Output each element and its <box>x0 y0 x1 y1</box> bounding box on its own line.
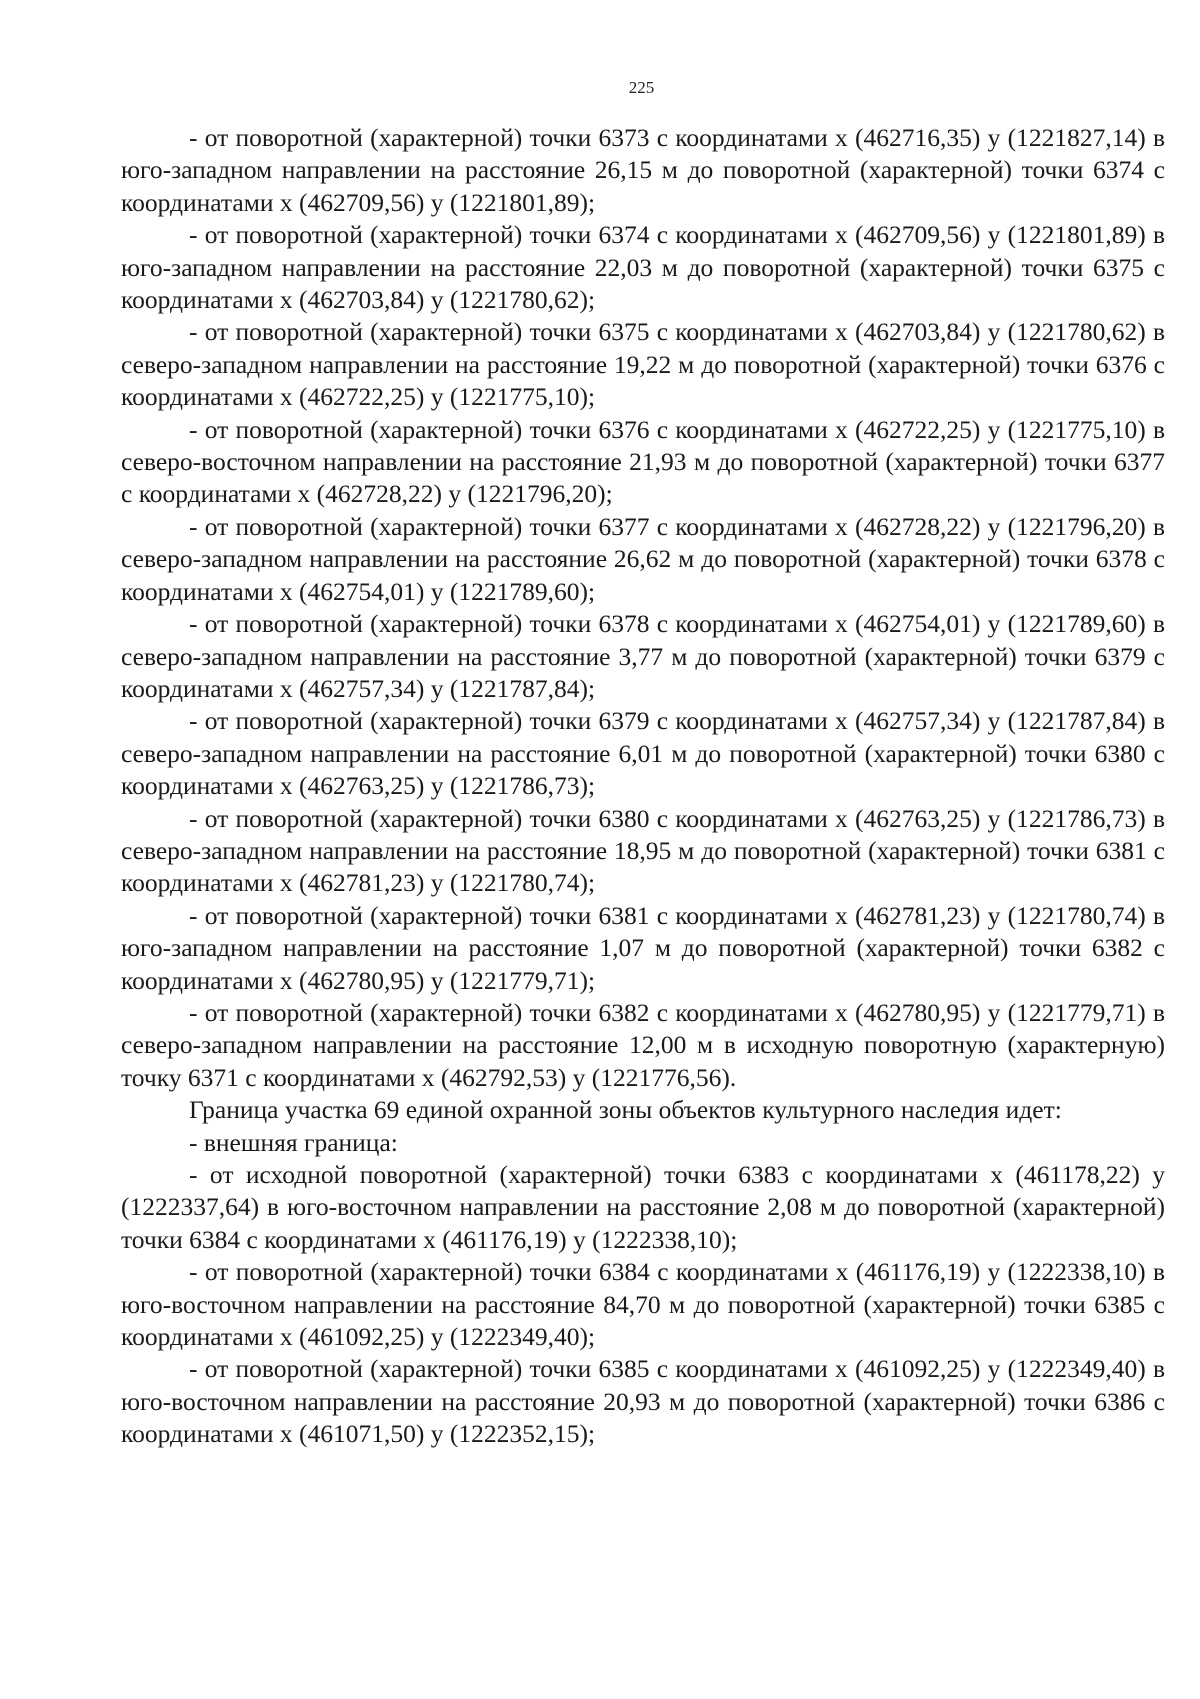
paragraph: - от поворотной (характерной) точки 6385 с координатами х (461092,25) у (1222349,40) в юго-восточном направлении на расстояние 20,93 м до поворотной (характерной) точки 6386 с координатами х (461071,50) у (1222352,15); <box>121 1354 1165 1449</box>
paragraph: - от поворотной (характерной) точки 6375 с координатами х (462703,84) у (1221780,62) в северо-западном направлении на расстояние 19,22 м до поворотной (характерной) точки 6376 с координатами х (462722,25) у (1221775,10); <box>121 317 1165 412</box>
paragraph: - от поворотной (характерной) точки 6373 с координатами х (462716,35) у (1221827,14) в юго-западном направлении на расстояние 26,15 м до поворотной (характерной) точки 6374 с координатами х (462709,56) у (1221801,89); <box>121 123 1165 217</box>
paragraph: - от поворотной (характерной) точки 6382 с координатами х (462780,95) у (1221779,71) в северо-западном направлении на расстояние 12,00 м в исходную поворотную (характерную) точку 6371 с координатами х (462792,53) у (1221776,56). <box>121 997 1165 1092</box>
paragraph: - от исходной поворотной (характерной) точки 6383 с координатами х (461178,22) у (1222337,64) в юго-восточном направлении на расстояние 2,08 м до поворотной (характерной) точки 6384 с координатами х (461176,19) у (1222338,10); <box>121 1160 1165 1254</box>
document-body <box>121 122 1165 1451</box>
boundary-subheading: - внешняя граница: <box>189 1127 398 1157</box>
paragraph: - от поворотной (характерной) точки 6380 с координатами х (462763,25) у (1221786,73) в северо-западном направлении на расстояние 18,95 м до поворотной (характерной) точки 6381 с координатами х (462781,23) у (1221780,74); <box>121 803 1165 898</box>
paragraph: - от поворотной (характерной) точки 6374 с координатами х (462709,56) у (1221801,89) в юго-западном направлении на расстояние 22,03 м до поворотной (характерной) точки 6375 с координатами х (462703,84) у (1221780,62); <box>121 220 1165 315</box>
paragraph: - от поворотной (характерной) точки 6381 с координатами х (462781,23) у (1221780,74) в юго-западном направлении на расстояние 1,07 м до поворотной (характерной) точки 6382 с координатами х (462780,95) у (1221779,71); <box>121 900 1165 995</box>
page-number: 225 <box>628 78 655 97</box>
paragraph: - от поворотной (характерной) точки 6379 с координатами х (462757,34) у (1221787,84) в северо-западном направлении на расстояние 6,01 м до поворотной (характерной) точки 6380 с координатами х (462763,25) у (1221786,73); <box>121 706 1165 801</box>
section-heading-paragraph: Граница участка 69 единой охранной зоны объектов культурного наследия идет: <box>189 1095 1062 1125</box>
paragraph: - от поворотной (характерной) точки 6377 с координатами х (462728,22) у (1221796,20) в северо-западном направлении на расстояние 26,62 м до поворотной (характерной) точки 6378 с координатами х (462754,01) у (1221789,60); <box>121 511 1165 606</box>
paragraph: - от поворотной (характерной) точки 6376 с координатами х (462722,25) у (1221775,10) в северо-восточном направлении на расстояние 21,93 м до поворотной (характерной) точки 6377 с координатами х (462728,22) у (1221796,20); <box>121 414 1165 509</box>
paragraph: - от поворотной (характерной) точки 6384 с координатами х (461176,19) у (1222338,10) в юго-восточном направлении на расстояние 84,70 м до поворотной (характерной) точки 6385 с координатами х (461092,25) у (1222349,40); <box>121 1257 1165 1352</box>
paragraph: - от поворотной (характерной) точки 6378 с координатами х (462754,01) у (1221789,60) в северо-западном направлении на расстояние 3,77 м до поворотной (характерной) точки 6379 с координатами х (462757,34) у (1221787,84); <box>121 609 1165 703</box>
